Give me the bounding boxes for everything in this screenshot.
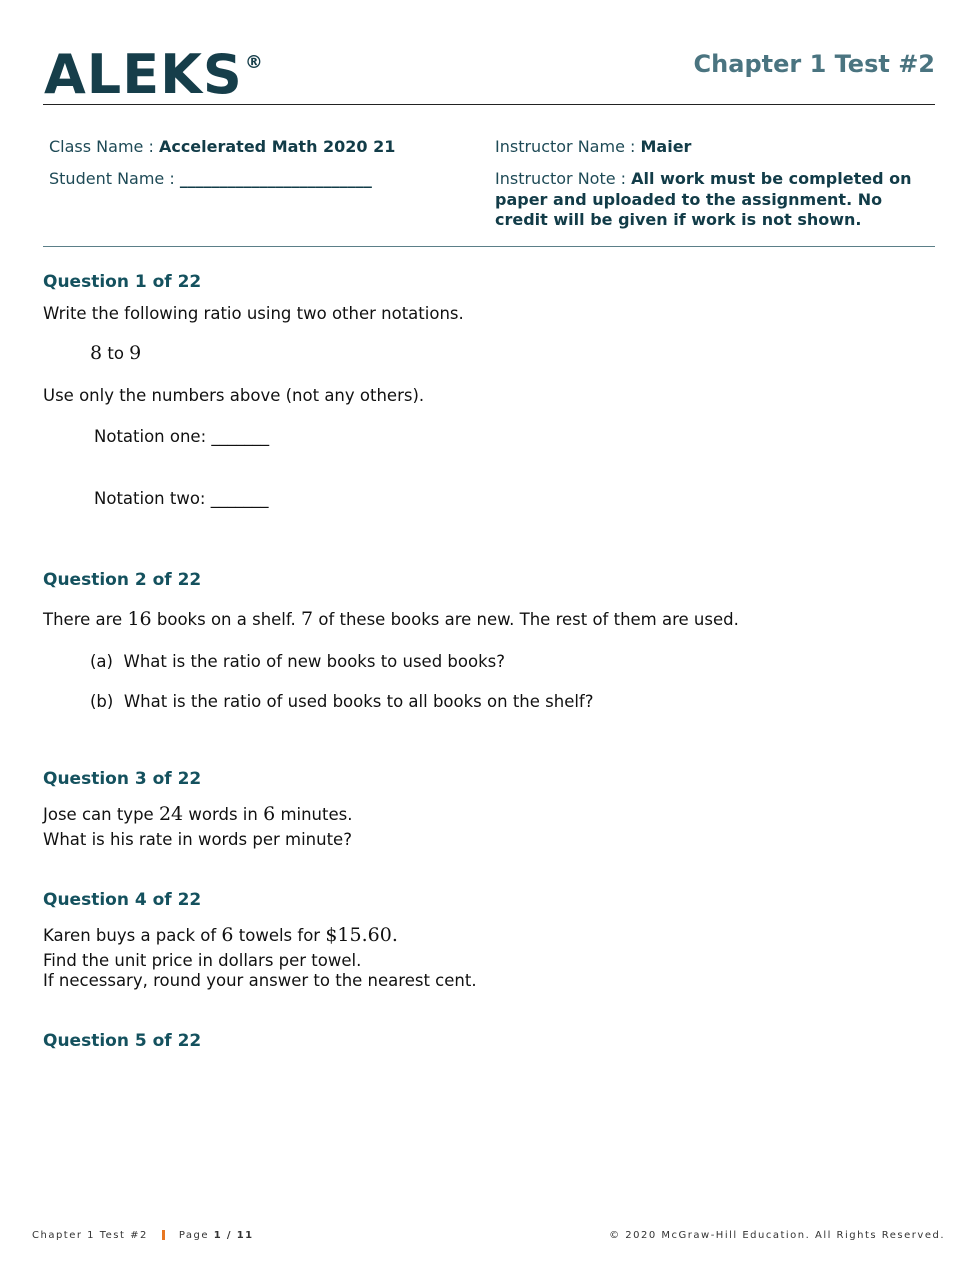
instructor-note-label: Instructor Note : [495,169,627,188]
ratio-to-word: to [107,344,124,363]
part-a-label: (a) [90,652,113,671]
question-3-line-2: What is his rate in words per minute? [43,830,352,849]
question-2-part-b [90,692,594,711]
part-a-text: What is the ratio of new books to used books? [123,652,505,671]
question-5-heading: Question 5 of 22 [43,1031,202,1051]
student-name-blank: ________________________ [179,169,372,188]
page-label: Page [178,1230,210,1241]
part-b-label: (b) [90,692,114,711]
question-4-line-3: If necessary, round your answer to the nearest cent. [43,971,477,990]
ratio-second-number: 9 [129,342,142,364]
footer-title: Chapter 1 Test #2 [32,1230,148,1241]
footer-separator-bar [162,1230,165,1240]
question-4-heading: Question 4 of 22 [43,890,202,910]
question-2-part-a [90,652,505,671]
words-number: 24 [158,803,184,825]
question-4-line-2: Find the unit price in dollars per towel. [43,951,362,970]
header-divider [43,104,935,105]
question-3-heading: Question 3 of 22 [43,769,202,789]
question-1-heading: Question 1 of 22 [43,272,202,292]
notation-two-answer: Notation two: _______ [94,489,269,508]
instructor-note-row [495,169,935,231]
class-name-value: Accelerated Math 2020 21 [158,137,396,156]
student-name-label: Student Name : [49,169,175,188]
page-total: 11 [236,1230,254,1241]
total-books-number: 16 [127,608,152,630]
page-separator: / [226,1230,233,1241]
instructor-name-row [495,137,691,156]
question-4-line-1: Karen buys a pack of 6 towels for $15.60. [43,924,398,946]
page-current: 1 [213,1230,223,1241]
class-name-label: Class Name : [49,137,154,156]
registered-mark: ® [244,52,264,73]
question-1-ratio [90,342,141,364]
towels-number: 6 [221,924,234,946]
aleks-logo: ALEKS ® [44,43,264,106]
student-name-row [49,169,372,188]
instructor-note-value: All work must be completed on paper and uploaded to the assignment. No credit will be given if work is not shown. [495,169,912,229]
question-3-line-1: Jose can type 24 words in 6 minutes. [43,803,353,825]
question-1-instruction: Use only the numbers above (not any others). [43,386,425,405]
page-title: Chapter 1 Test #2 [693,50,935,78]
question-1-prompt: Write the following ratio using two other notations. [43,304,464,323]
instructor-name-value: Maier [640,137,692,156]
class-name-row [49,137,395,156]
new-books-number: 7 [301,608,314,630]
footer-left [32,1230,254,1241]
part-b-text: What is the ratio of used books to all books on the shelf? [123,692,594,711]
notation-one-answer: Notation one: _______ [94,427,270,446]
price-amount: $15.60. [325,924,398,946]
ratio-first-number: 8 [90,342,103,364]
info-divider [43,246,935,247]
question-2-prompt: There are 16 books on a shelf. 7 of these books are new. The rest of them are used. [43,608,739,630]
question-2-heading: Question 2 of 22 [43,570,202,590]
instructor-name-label: Instructor Name : [495,137,636,156]
minutes-number: 6 [263,803,276,825]
copyright: © 2020 McGraw-Hill Education. All Rights Reserved. [609,1230,945,1241]
